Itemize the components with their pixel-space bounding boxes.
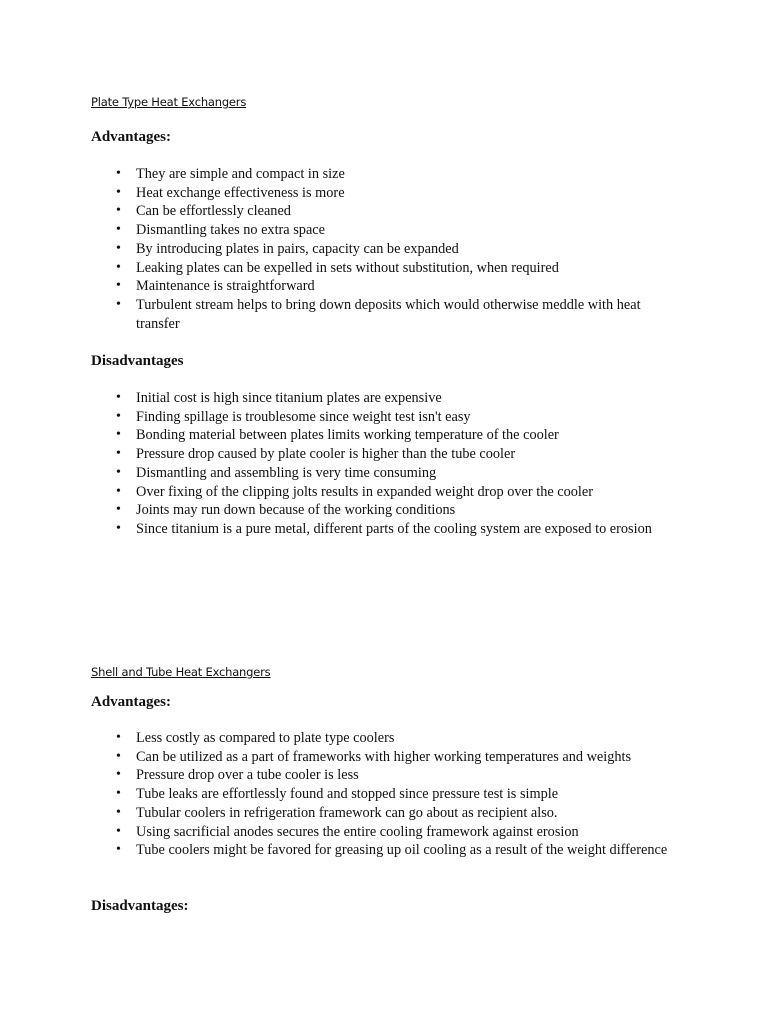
list-item-text: Since titanium is a pure metal, different parts of the cooling system are exposed to erosion [136, 520, 652, 537]
list-item [0, 501, 768, 520]
bullet-icon: • [116, 804, 121, 820]
list-item [0, 296, 768, 333]
bullet-icon: • [116, 427, 121, 443]
list-item-text: Using sacrificial anodes secures the entire cooling framework against erosion [136, 823, 579, 840]
list-item [0, 389, 768, 408]
disadvantages-heading-shell-tube: Disadvantages: [91, 898, 189, 914]
list-item [0, 823, 768, 842]
bullet-icon: • [116, 786, 121, 802]
bullet-icon: • [116, 222, 121, 238]
list-item [0, 520, 768, 539]
list-item-text: Initial cost is high since titanium plates are expensive [136, 390, 442, 406]
advantages-list-plate [0, 165, 768, 333]
list-item-text: Can be effortlessly cleaned [136, 203, 291, 220]
bullet-icon: • [116, 483, 121, 499]
list-item-text: Tube coolers might be favored for greasing up oil cooling as a result of the weight difference [136, 842, 668, 859]
list-item-text: Maintenance is straightforward [136, 278, 315, 295]
bullet-icon: • [116, 520, 121, 536]
bullet-icon: • [116, 730, 121, 745]
list-item [0, 483, 768, 502]
list-item-text: Bonding material between plates limits working temperature of the cooler [136, 427, 559, 444]
bullet-icon: • [116, 842, 121, 858]
bullet-icon: • [116, 748, 121, 764]
list-item-text: Heat exchange effectiveness is more [136, 184, 345, 201]
advantages-heading-plate: Advantages: [91, 129, 172, 145]
section-title-plate-type: Plate Type Heat Exchangers [91, 95, 247, 109]
list-item [0, 240, 768, 259]
bullet-icon: • [116, 166, 121, 181]
bullet-icon: • [116, 296, 121, 312]
list-item [0, 464, 768, 483]
list-item-text: Tubular coolers in refrigeration framework can go about as recipient also. [136, 804, 558, 821]
bullet-icon: • [116, 390, 121, 405]
list-item [0, 221, 768, 240]
advantages-heading-shell-tube: Advantages: [91, 694, 172, 710]
bullet-icon: • [116, 240, 121, 256]
list-item [0, 804, 768, 823]
list-item-text: Finding spillage is troublesome since weight test isn't easy [136, 408, 471, 425]
bullet-icon: • [116, 408, 121, 424]
list-item [0, 184, 768, 203]
bullet-icon: • [116, 464, 121, 480]
list-item [0, 277, 768, 296]
list-item [0, 841, 768, 860]
list-item-text: Tube leaks are effortlessly found and stopped since pressure test is simple [136, 786, 559, 803]
list-item [0, 165, 768, 184]
list-item-text: Dismantling takes no extra space [136, 222, 325, 239]
bullet-icon: • [116, 767, 121, 783]
list-item [0, 408, 768, 427]
section-title-shell-tube: Shell and Tube Heat Exchangers [91, 665, 271, 679]
list-item-text: Pressure drop over a tube cooler is less [136, 767, 359, 784]
bullet-icon: • [116, 259, 121, 275]
list-item [0, 766, 768, 785]
list-item-text: Dismantling and assembling is very time consuming [136, 464, 437, 481]
list-item [0, 748, 768, 767]
list-item-text: By introducing plates in pairs, capacity can be expanded [136, 240, 459, 257]
list-item-text: Turbulent stream helps to bring down deposits which would otherwise meddle with heat transfer [136, 296, 641, 332]
list-item-text: Over fixing of the clipping jolts results in expanded weight drop over the cooler [136, 483, 593, 500]
list-item-text: Less costly as compared to plate type coolers [136, 730, 395, 746]
list-item [0, 785, 768, 804]
disadvantages-list-plate [0, 389, 768, 539]
list-item [0, 445, 768, 464]
bullet-icon: • [116, 203, 121, 219]
list-item-text: Leaking plates can be expelled in sets without substitution, when required [136, 259, 559, 276]
bullet-icon: • [116, 184, 121, 200]
list-item [0, 259, 768, 278]
disadvantages-heading-plate: Disadvantages [91, 353, 184, 369]
bullet-icon: • [116, 446, 121, 462]
bullet-icon: • [116, 278, 121, 294]
list-item-text: Joints may run down because of the working conditions [136, 502, 456, 519]
list-item-text: Can be utilized as a part of frameworks with higher working temperatures and weights [136, 748, 632, 765]
list-item [0, 729, 768, 748]
bullet-icon: • [116, 502, 121, 518]
list-item-text: They are simple and compact in size [136, 166, 345, 182]
list-item-text: Pressure drop caused by plate cooler is higher than the tube cooler [136, 446, 516, 463]
advantages-list-shell-tube [0, 729, 768, 860]
list-item [0, 426, 768, 445]
list-item [0, 202, 768, 221]
bullet-icon: • [116, 823, 121, 839]
